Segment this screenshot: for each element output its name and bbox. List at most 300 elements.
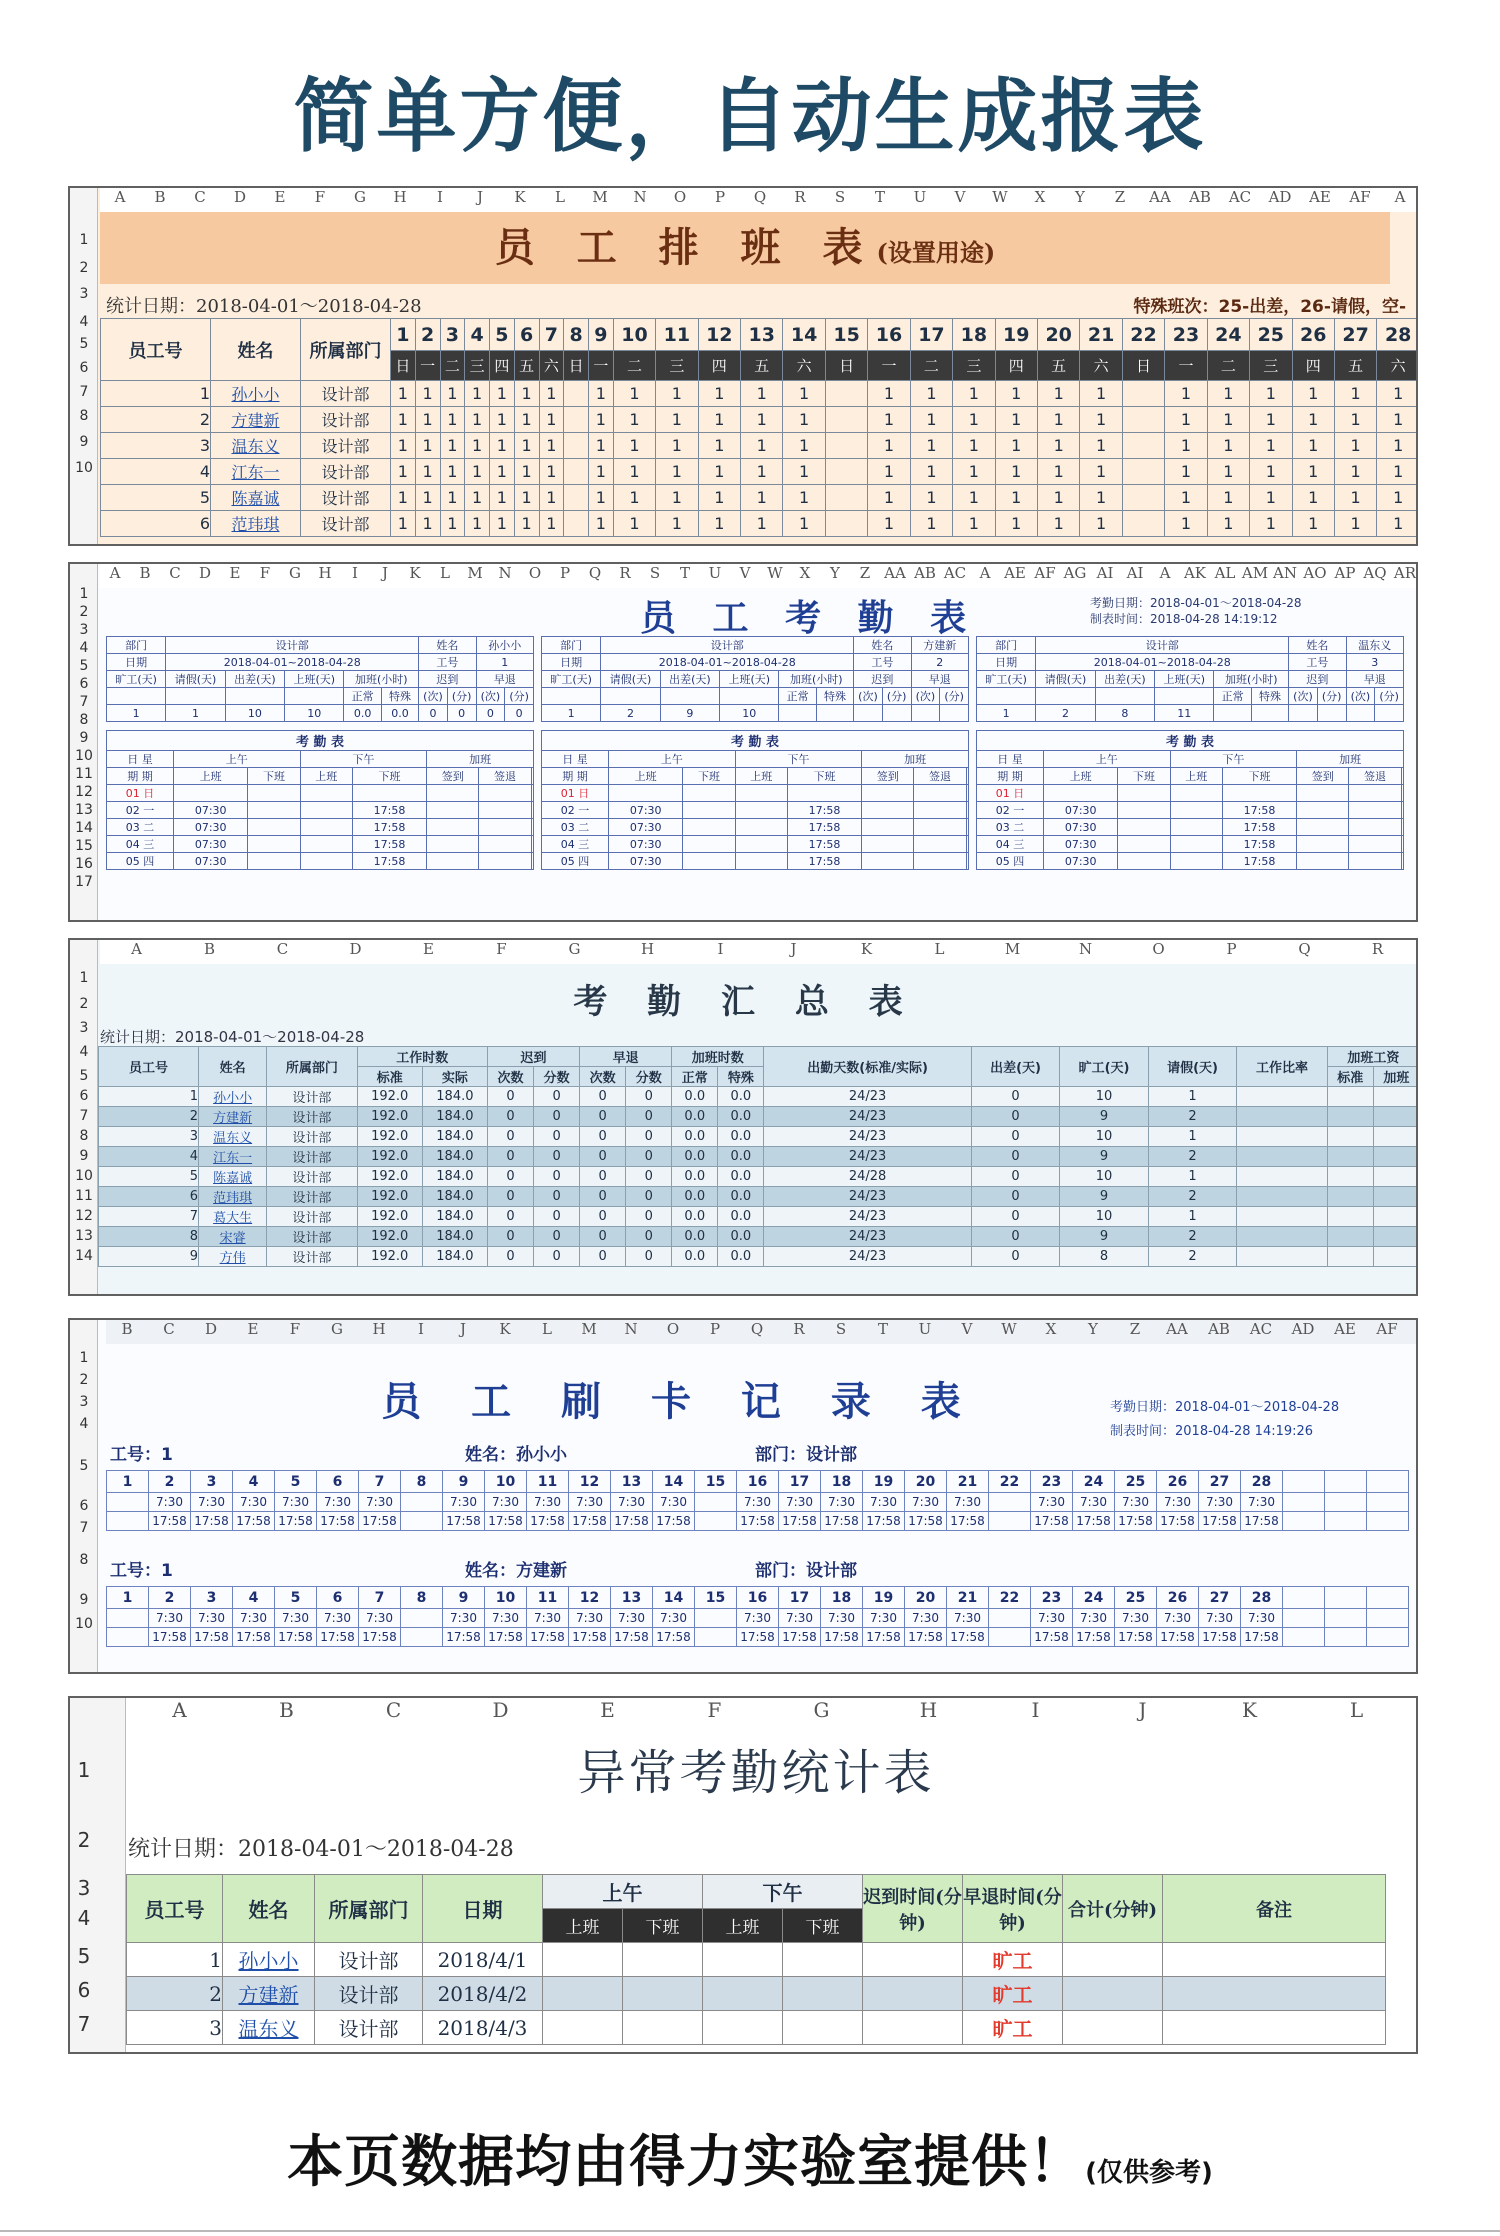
- cell: 1: [783, 433, 825, 459]
- cell: 6: [317, 1471, 359, 1493]
- cell: 0: [534, 1127, 580, 1147]
- cell: [862, 802, 914, 819]
- cell: 加班: [427, 751, 534, 768]
- column-letter: X: [1045, 1320, 1057, 1338]
- employee-name-link[interactable]: 陈嘉诚: [231, 489, 280, 508]
- cell: 1: [391, 511, 416, 537]
- column-letter: X: [799, 564, 811, 582]
- cell: 0: [487, 1107, 533, 1127]
- cell: 1: [391, 319, 416, 351]
- cell: [1401, 853, 1403, 870]
- column-letter: AB: [1208, 1320, 1230, 1338]
- cell: 0: [487, 1147, 533, 1167]
- cell: 设计部: [301, 381, 391, 407]
- cell: [683, 802, 735, 819]
- cell: 02 一: [542, 802, 609, 819]
- cell: [199, 1187, 267, 1207]
- attendance-detail-table: [976, 730, 1404, 870]
- cell: 签到: [1297, 768, 1349, 785]
- cell: 3: [191, 1471, 233, 1493]
- cell: (次): [1289, 688, 1318, 705]
- cell: 1: [539, 459, 564, 485]
- cell: 下班: [783, 1909, 863, 1943]
- cell: [107, 1512, 149, 1531]
- cell: 17:58: [1222, 819, 1296, 836]
- cell: 分数: [626, 1067, 672, 1087]
- employee-attendance-card: [541, 636, 971, 870]
- row-number: 4: [77, 1906, 91, 1930]
- table-row: [99, 1107, 1419, 1127]
- cell: [1251, 705, 1288, 722]
- cell: 1: [1377, 433, 1418, 459]
- cell: 9: [1060, 1187, 1148, 1207]
- cell: 9: [1060, 1147, 1148, 1167]
- cell: [1118, 853, 1170, 870]
- cell: [825, 485, 867, 511]
- cell: 5: [99, 1167, 199, 1187]
- cell: 2: [601, 705, 660, 722]
- column-letter: AE: [1004, 564, 1026, 582]
- cell: [966, 768, 968, 785]
- cell: 1: [415, 381, 440, 407]
- employee-name-link[interactable]: 方建新: [231, 411, 280, 430]
- cell: 17:58: [1115, 1628, 1157, 1647]
- cell: 1: [391, 459, 416, 485]
- cell: 8: [564, 319, 589, 351]
- header-row: [99, 1047, 1419, 1067]
- cell: 9: [589, 319, 614, 351]
- cell: [531, 836, 533, 853]
- cell: 姓名: [211, 319, 301, 381]
- cell: 设计部: [267, 1207, 357, 1227]
- column-letter: I: [437, 188, 443, 206]
- cell: 17:58: [905, 1628, 947, 1647]
- cell: [479, 853, 531, 870]
- cell: 1: [539, 407, 564, 433]
- cell: [199, 1167, 267, 1187]
- cell: 7:30: [1241, 1609, 1283, 1628]
- cell: [911, 705, 940, 722]
- cell: 1: [953, 433, 995, 459]
- cell: 19: [995, 319, 1037, 351]
- cell: 1: [1165, 433, 1207, 459]
- cell: 1: [953, 511, 995, 537]
- row-number: 7: [79, 694, 89, 710]
- cell: 姓名: [854, 637, 911, 654]
- info-row: [977, 637, 1404, 654]
- cell: 1: [1080, 459, 1122, 485]
- cell: 7:30: [653, 1609, 695, 1628]
- cell: 0: [534, 1107, 580, 1127]
- detail-header-row: [542, 751, 969, 768]
- employee-name-link[interactable]: 宋睿: [219, 1231, 246, 1246]
- cell: 17:58: [653, 1628, 695, 1647]
- detail-row: [542, 853, 969, 870]
- page-title: 简单方便，自动生成报表: [293, 70, 1207, 163]
- cell: 1: [868, 433, 910, 459]
- cell: 1: [415, 511, 440, 537]
- employee-name-link[interactable]: 范玮琪: [231, 515, 280, 534]
- cell: 迟到: [419, 671, 476, 688]
- cell: 0.0: [381, 705, 418, 722]
- cell: 14: [783, 319, 825, 351]
- cell: 旷工: [963, 2011, 1063, 2045]
- cell: [427, 802, 479, 819]
- row-number: 15: [75, 838, 93, 854]
- cell: 出差(天): [1095, 671, 1154, 688]
- cell: 1: [440, 381, 465, 407]
- cell: 1: [656, 459, 698, 485]
- cell: 03 二: [542, 819, 609, 836]
- cell: 1: [1292, 433, 1334, 459]
- cell: 0: [626, 1247, 672, 1267]
- cell: 7:30: [863, 1493, 905, 1512]
- column-letter: J: [790, 940, 797, 958]
- cell: 1: [1148, 1207, 1236, 1227]
- cell: 0: [626, 1227, 672, 1247]
- cell: 17:58: [191, 1512, 233, 1531]
- cell: 7: [539, 319, 564, 351]
- cell: 07:30: [609, 802, 683, 819]
- cell: 1: [1377, 381, 1418, 407]
- table-row: [99, 1127, 1419, 1147]
- column-letter: S: [835, 1320, 847, 1338]
- employee-name-link[interactable]: 孙小小: [231, 385, 280, 404]
- cell: [300, 802, 352, 819]
- row-number: 7: [79, 1520, 89, 1536]
- cell: 07:30: [174, 836, 248, 853]
- row-number: 1: [79, 970, 89, 986]
- row-number: 3: [77, 1876, 91, 1900]
- cell: 出差(天): [971, 1047, 1059, 1087]
- column-header-row: [106, 1320, 1418, 1344]
- cell: 上午: [543, 1875, 703, 1909]
- cell: 2: [1148, 1187, 1236, 1207]
- cell: 设计部: [166, 637, 419, 654]
- cell: 17:58: [443, 1628, 485, 1647]
- column-letter: J: [381, 564, 388, 582]
- cell: 上班: [735, 768, 787, 785]
- row-number: 2: [79, 996, 89, 1012]
- column-letter: AI: [1126, 564, 1144, 582]
- cell: 正常: [779, 688, 816, 705]
- row-number: 8: [79, 1552, 89, 1568]
- info-row: [977, 654, 1404, 671]
- cell: [882, 705, 911, 722]
- cell: 2018/4/3: [423, 2011, 543, 2045]
- cell: 7:30: [527, 1493, 569, 1512]
- cell: [735, 819, 787, 836]
- table-row: [99, 1207, 1419, 1227]
- column-letter: G: [289, 564, 301, 582]
- cell: 1: [995, 459, 1037, 485]
- employee-name-link[interactable]: 孙小小: [213, 1091, 253, 1106]
- cell: 方建新: [911, 637, 968, 654]
- cell: 0: [534, 1147, 580, 1167]
- cell: [248, 819, 300, 836]
- cell: [816, 705, 853, 722]
- cell: 1: [1334, 459, 1376, 485]
- cell: 上午: [1044, 751, 1171, 768]
- cell: 上班(天): [720, 671, 779, 688]
- employee-name-link[interactable]: 范玮琪: [213, 1191, 253, 1206]
- cell: 7:30: [1199, 1609, 1241, 1628]
- table-row: [101, 485, 1419, 511]
- cell: 姓名: [223, 1875, 315, 1943]
- cell: [966, 785, 968, 802]
- cell: 1: [1165, 381, 1207, 407]
- cell: 四: [995, 351, 1037, 381]
- cell: 1: [514, 407, 539, 433]
- cell: 工作比率: [1237, 1047, 1327, 1087]
- column-letter: B: [279, 1698, 294, 1722]
- cell: [199, 1087, 267, 1107]
- cell: 17:58: [787, 853, 861, 870]
- cell: [223, 1977, 315, 2011]
- cell: (次): [476, 688, 505, 705]
- cell: 24/23: [764, 1147, 971, 1167]
- detail-row: [107, 836, 534, 853]
- cell: [564, 381, 589, 407]
- column-letter: D: [233, 188, 247, 206]
- cell: 24: [1073, 1587, 1115, 1609]
- cell: [107, 1609, 149, 1628]
- cell: 0: [580, 1187, 626, 1207]
- cell: 17:58: [653, 1512, 695, 1531]
- cell: 1: [698, 381, 740, 407]
- stat-value-row: [542, 705, 969, 722]
- cell: 迟到: [487, 1047, 579, 1067]
- cell: 25: [1115, 1587, 1157, 1609]
- cell: 17:58: [191, 1628, 233, 1647]
- cell: 加班时数: [672, 1047, 764, 1067]
- cell: 上班(天): [285, 671, 344, 688]
- cell: 1: [1165, 459, 1207, 485]
- cell: [1327, 1227, 1373, 1247]
- cell: 1: [783, 485, 825, 511]
- cell: 17: [779, 1587, 821, 1609]
- cell: [211, 459, 301, 485]
- cell: 13: [611, 1471, 653, 1493]
- cell: 下班: [623, 1909, 703, 1943]
- cell: 1: [783, 407, 825, 433]
- cell: 17:58: [1241, 1512, 1283, 1531]
- cell: 15: [695, 1471, 737, 1493]
- employee-name-link[interactable]: 温东义: [238, 2017, 299, 2041]
- column-letter: I: [717, 940, 724, 958]
- cell: 工号: [419, 654, 476, 671]
- cell: 192.0: [357, 1187, 422, 1207]
- cell: 16: [737, 1471, 779, 1493]
- cell: 温东义: [1346, 637, 1403, 654]
- cell: 1: [783, 511, 825, 537]
- summary-title: 考 勤 汇 总 表: [573, 982, 917, 1022]
- cell: 17:58: [149, 1628, 191, 1647]
- detail-row: [542, 802, 969, 819]
- cell: [107, 1628, 149, 1647]
- column-letter: U: [913, 188, 927, 206]
- cell: [779, 705, 816, 722]
- cell: 0: [971, 1167, 1059, 1187]
- cell: 0.0: [718, 1147, 764, 1167]
- cell: 14: [653, 1471, 695, 1493]
- employee-name-link[interactable]: 方建新: [213, 1111, 253, 1126]
- column-letter: W: [767, 564, 783, 582]
- cell: 上班(天): [1155, 671, 1214, 688]
- cell: [1063, 2011, 1163, 2045]
- cell: 17:58: [149, 1512, 191, 1531]
- cell: 8: [401, 1587, 443, 1609]
- cell: 2: [149, 1587, 191, 1609]
- cell: 07:30: [1044, 836, 1118, 853]
- cell: 7:30: [443, 1609, 485, 1628]
- cell: 0: [487, 1187, 533, 1207]
- cell: [401, 1628, 443, 1647]
- employee-name-link[interactable]: 方建新: [238, 1983, 299, 2007]
- cell: 特殊: [718, 1067, 764, 1087]
- cell: [300, 819, 352, 836]
- column-header-row: [100, 940, 1418, 964]
- info-label: [755, 1440, 857, 1465]
- cell: 设计部: [301, 433, 391, 459]
- cell: 192.0: [357, 1127, 422, 1147]
- info-row: [542, 654, 969, 671]
- cell: [1401, 802, 1403, 819]
- cell: [1349, 785, 1401, 802]
- attendance-sheet: [68, 562, 1418, 922]
- cell: 0: [476, 705, 505, 722]
- cell: [479, 836, 531, 853]
- cell: 17:58: [1115, 1512, 1157, 1531]
- cell: 1: [741, 433, 783, 459]
- cell: 1: [1334, 407, 1376, 433]
- cell: 早退: [476, 671, 533, 688]
- cell: 2: [127, 1977, 223, 2011]
- cell: [1327, 1187, 1373, 1207]
- column-letter: H: [393, 188, 407, 206]
- cell: 7:30: [611, 1609, 653, 1628]
- cell: 07:30: [609, 836, 683, 853]
- employee-name-link[interactable]: 陈嘉诚: [213, 1171, 253, 1186]
- cell: [1367, 1512, 1409, 1531]
- cell: 3: [99, 1127, 199, 1147]
- cell: [531, 802, 533, 819]
- value: 孙小小: [516, 1445, 567, 1465]
- cell: 17: [779, 1471, 821, 1493]
- cell: 01 日: [542, 785, 609, 802]
- cell: 24/23: [764, 1127, 971, 1147]
- cell: 早退: [1346, 671, 1403, 688]
- cell: 1: [656, 485, 698, 511]
- cell: 7:30: [947, 1493, 989, 1512]
- cell: 1: [476, 654, 533, 671]
- cell: 考 勤 表: [542, 731, 969, 751]
- cell: [199, 1227, 267, 1247]
- cell: 07:30: [1044, 853, 1118, 870]
- cell: 17:58: [443, 1512, 485, 1531]
- cell: 1: [1334, 511, 1376, 537]
- column-letter: A: [109, 564, 121, 582]
- cell: [1349, 819, 1401, 836]
- cell: 7: [359, 1587, 401, 1609]
- column-letter: X: [1034, 188, 1046, 206]
- employee-name-link[interactable]: 温东义: [231, 437, 280, 456]
- column-letter: T: [679, 564, 690, 582]
- cell: [1349, 853, 1401, 870]
- cell: 加班: [1373, 1067, 1418, 1087]
- cell: 7: [359, 1471, 401, 1493]
- cell: [695, 1609, 737, 1628]
- cell: 五: [741, 351, 783, 381]
- cell: 0: [534, 1227, 580, 1247]
- cell: [914, 819, 966, 836]
- column-letter: M: [1004, 940, 1021, 958]
- cell: 1: [1292, 459, 1334, 485]
- employee-name-link[interactable]: 温东义: [213, 1131, 253, 1146]
- column-letter: C: [385, 1698, 402, 1722]
- cell: [427, 785, 479, 802]
- cell: [479, 785, 531, 802]
- column-letter: L: [934, 940, 945, 958]
- employee-name-link[interactable]: 葛大生: [213, 1211, 253, 1226]
- employee-name-link[interactable]: 江东一: [231, 463, 280, 482]
- cell: [531, 785, 533, 802]
- cell: 迟到: [854, 671, 911, 688]
- column-header-row: [100, 564, 1418, 588]
- cell: 1: [539, 511, 564, 537]
- cell: 10: [485, 1587, 527, 1609]
- cell: 13: [741, 319, 783, 351]
- cell: 1: [1080, 433, 1122, 459]
- column-letter: F: [289, 1320, 301, 1338]
- employee-name-link[interactable]: 孙小小: [238, 1949, 299, 1973]
- employee-name-link[interactable]: 方伟: [219, 1251, 246, 1266]
- column-letter: E: [274, 188, 286, 206]
- cell: 2018-04-01~2018-04-28: [1036, 654, 1289, 671]
- employee-attendance-card: [976, 636, 1406, 870]
- cell: 0: [580, 1247, 626, 1267]
- cell: 7:30: [1115, 1493, 1157, 1512]
- cell: 192.0: [357, 1147, 422, 1167]
- info-row: [107, 637, 534, 654]
- cell: 192.0: [357, 1107, 422, 1127]
- cell: 加班(小时): [344, 671, 419, 688]
- cell: 1: [1207, 407, 1249, 433]
- employee-name-link[interactable]: 江东一: [213, 1151, 253, 1166]
- cell: [914, 836, 966, 853]
- cell: [940, 705, 969, 722]
- cell: 17:58: [787, 836, 861, 853]
- cell: 12: [569, 1587, 611, 1609]
- cell: 7:30: [1031, 1609, 1073, 1628]
- cell: 0: [971, 1107, 1059, 1127]
- cell: 17:58: [527, 1628, 569, 1647]
- cell: 1: [1250, 511, 1292, 537]
- cell: 7:30: [569, 1609, 611, 1628]
- cell: 17: [910, 319, 952, 351]
- cell: 5: [101, 485, 211, 511]
- stat-date: 统计日期：2018-04-01～2018-04-28: [106, 296, 422, 317]
- employee-info-table: [106, 636, 534, 722]
- column-letter: A: [979, 564, 991, 582]
- cell: 1: [1037, 459, 1079, 485]
- cell: 1: [977, 705, 1036, 722]
- column-letter: L: [1349, 1698, 1364, 1722]
- cell: 1: [101, 381, 211, 407]
- cell: 19: [863, 1471, 905, 1493]
- cell: [1122, 459, 1164, 485]
- cell: [1325, 1587, 1367, 1609]
